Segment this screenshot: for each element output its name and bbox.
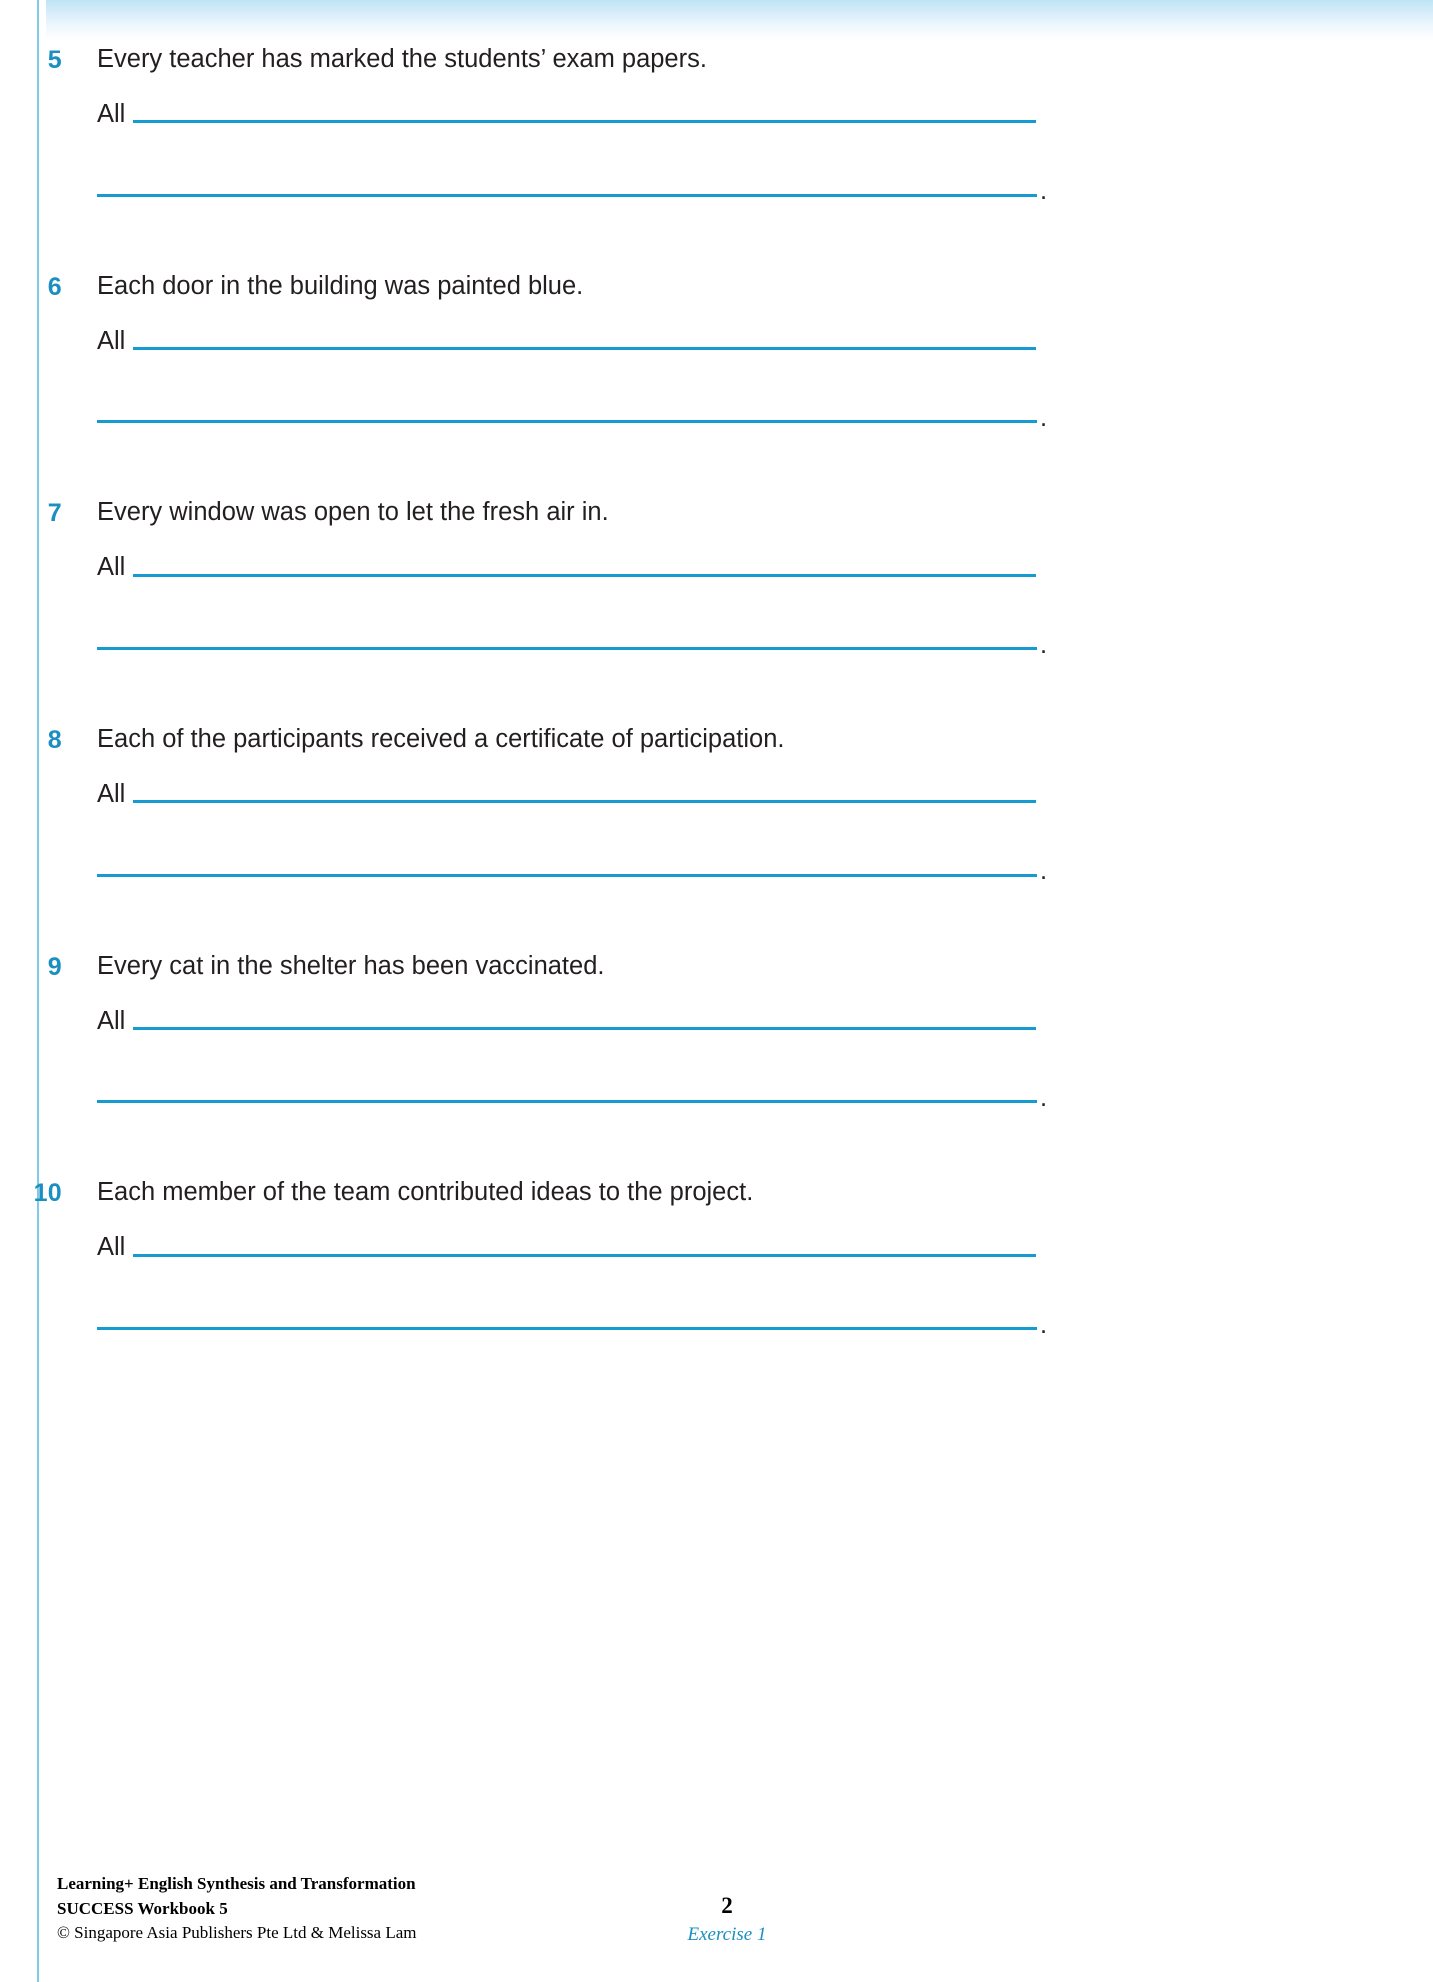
answer-period: .: [1040, 1310, 1048, 1339]
answer-period: .: [1040, 404, 1048, 433]
exercise-label: Exercise 1: [687, 1924, 767, 1945]
answer-line-first: [97, 551, 1433, 582]
question-text: Every cat in the shelter has been vaccinated.: [97, 951, 605, 980]
question-item: [0, 724, 1433, 886]
answer-line-second: [97, 404, 1433, 433]
footer-title-line-2: SUCCESS Workbook 5: [57, 1898, 228, 1918]
question-row: [0, 724, 1433, 756]
questions-container: [0, 44, 1433, 1339]
question-item: [0, 1177, 1433, 1339]
answer-line-second: [97, 1310, 1433, 1339]
answer-block: [97, 778, 1433, 886]
top-decorative-band: [0, 0, 1433, 40]
answer-line-first: [97, 98, 1433, 128]
answer-rule[interactable]: [97, 194, 1037, 197]
question-number: 9: [47, 952, 62, 981]
answer-line-second: [97, 630, 1433, 659]
question-row: [0, 1177, 1433, 1209]
question-item: [0, 951, 1433, 1113]
answer-line-first: [97, 778, 1433, 808]
answer-line-first: [97, 1231, 1433, 1262]
spacer: [0, 650, 1433, 724]
answer-rule[interactable]: [97, 420, 1037, 423]
question-row: [0, 44, 1433, 76]
answer-rule[interactable]: [133, 1254, 1036, 1257]
answer-line-second: [97, 857, 1433, 886]
answer-line-second: [97, 1084, 1433, 1113]
top-band-left-mask: [0, 0, 46, 40]
answer-block: [97, 325, 1433, 433]
answer-rule[interactable]: [97, 874, 1037, 877]
answer-rule[interactable]: [97, 1100, 1037, 1103]
answer-prefix: All: [97, 779, 126, 808]
spacer: [0, 1103, 1433, 1177]
answer-prefix: All: [97, 553, 126, 582]
question-number: 6: [47, 272, 62, 301]
question-row: [0, 497, 1433, 529]
answer-rule[interactable]: [133, 800, 1036, 803]
question-row: [0, 271, 1433, 303]
answer-prefix: All: [97, 326, 126, 355]
footer-page-info: [207, 1892, 1247, 1946]
answer-block: [97, 1231, 1433, 1339]
question-number: 5: [47, 46, 62, 74]
answer-line-second: [97, 177, 1433, 206]
footer-title-line-1: Learning+ English Synthesis and Transformation: [57, 1874, 416, 1894]
answer-block: [97, 98, 1433, 206]
answer-prefix: All: [97, 1233, 126, 1262]
question-text: Every window was open to let the fresh air in.: [97, 498, 609, 527]
question-text: Each of the participants received a certificate of participation.: [97, 725, 785, 754]
question-number: 10: [33, 1179, 62, 1208]
answer-period: .: [1040, 630, 1048, 659]
answer-rule[interactable]: [133, 120, 1036, 123]
question-row: [0, 951, 1433, 983]
answer-period: .: [1040, 857, 1048, 886]
page-number: 2: [721, 1893, 733, 1919]
answer-rule[interactable]: [97, 647, 1037, 650]
answer-rule[interactable]: [97, 1327, 1037, 1330]
answer-period: .: [1040, 177, 1048, 206]
question-text: Each door in the building was painted blue.: [97, 271, 584, 300]
answer-line-first: [97, 325, 1433, 355]
answer-line-first: [97, 1005, 1433, 1035]
spacer: [0, 197, 1433, 271]
answer-rule[interactable]: [133, 1027, 1036, 1030]
answer-block: [97, 1005, 1433, 1113]
spacer: [0, 423, 1433, 497]
question-number: 8: [47, 726, 62, 755]
question-text: Each member of the team contributed ideas to the project.: [97, 1178, 754, 1207]
question-item: [0, 271, 1433, 433]
spacer: [0, 877, 1433, 951]
answer-period: .: [1040, 1084, 1048, 1113]
question-number: 7: [47, 499, 62, 528]
answer-prefix: All: [97, 1006, 126, 1035]
answer-rule[interactable]: [133, 574, 1036, 577]
question-item: [0, 44, 1433, 206]
question-item: [0, 497, 1433, 659]
question-text: Every teacher has marked the students’ exam papers.: [97, 45, 707, 73]
answer-prefix: All: [97, 99, 126, 128]
answer-rule[interactable]: [133, 347, 1036, 350]
footer-copyright: © Singapore Asia Publishers Pte Ltd & Melissa Lam: [57, 1923, 417, 1943]
answer-block: [97, 551, 1433, 659]
